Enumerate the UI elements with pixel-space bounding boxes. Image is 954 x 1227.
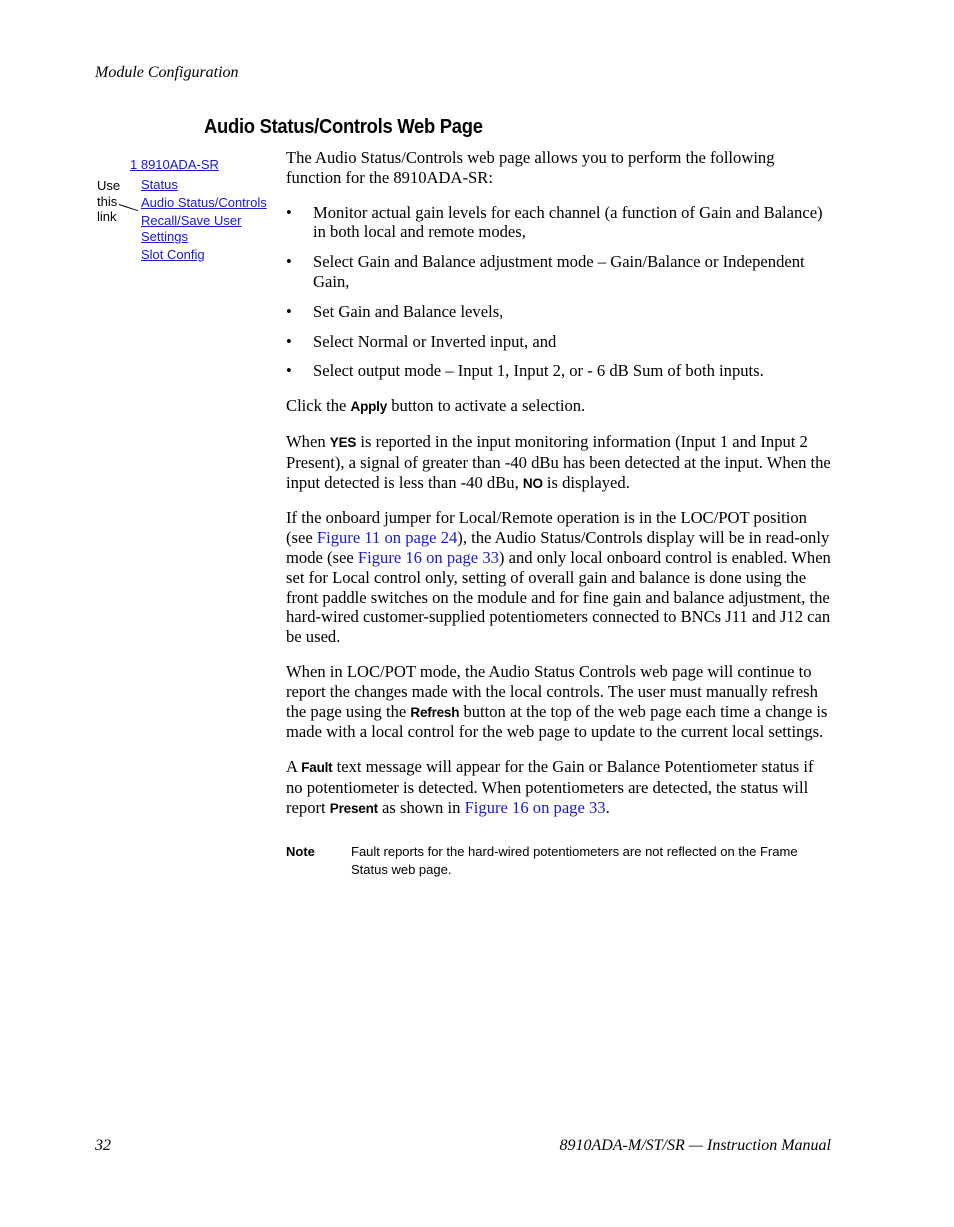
callout-leader-line [119, 204, 138, 211]
nav-panel [96, 157, 276, 267]
list-item: • Select Gain and Balance adjustment mode – Gain/Balance or Independent Gain, [286, 252, 832, 292]
nav-link-recall-save-user[interactable]: Recall/Save User [141, 213, 242, 228]
fault-text-post: . [605, 797, 610, 817]
yes-text-post: is displayed. [542, 472, 630, 492]
intro-paragraph: The Audio Status/Controls web page allows you to perform the following function for the 8910ADA-SR: [286, 148, 775, 187]
list-item: • Monitor actual gain levels for each channel (a function of Gain and Balance) in both local and remote modes, [286, 203, 832, 243]
figure-16-link-2[interactable]: Figure 16 on page 33 [464, 797, 606, 817]
yes-paragraph [286, 432, 832, 493]
present-term: Present [329, 800, 378, 816]
figure-16-link[interactable]: Figure 16 on page 33 [357, 547, 499, 567]
yes-text-mid: is reported in the input monitoring information (Input 1 and Input 2 Present), a signal of greater than -40 dBu has been detected at the input. When the input detected is less than -40 dBu, [286, 431, 831, 492]
callout-line-1: Use [97, 178, 121, 193]
manual-title: 8910ADA-M/ST/SR — Instruction Manual [559, 1137, 831, 1154]
jumper-text-3: ) and only local onboard control is enabled. When set for Local control only, setting of overall gain and balance is done using the front paddle switches on the module and for fine gain and balance adjustment, the hard-wired customer-supplied potentiometers connected to BNCs J11 and J12 can be used. [286, 547, 831, 647]
apply-paragraph [286, 396, 832, 417]
page-number: 32 [95, 1137, 111, 1154]
callout-line-3: link [97, 209, 117, 224]
jumper-paragraph [286, 508, 832, 647]
nav-link-settings[interactable]: Settings [141, 229, 188, 244]
figure-11-link[interactable]: Figure 11 on page 24 [316, 528, 458, 548]
note-text: Fault reports for the hard-wired potentiometers are not reflected on the Frame Status web page. [351, 844, 798, 877]
nav-link-audio-status-controls[interactable]: Audio Status/Controls [141, 195, 267, 210]
yes-text-pre: When [286, 431, 330, 451]
fault-text-mid2: as shown in [377, 797, 465, 817]
nav-link-root[interactable]: 1 8910ADA-SR [130, 157, 219, 172]
callout-line-2: this [97, 193, 118, 209]
body-content [286, 148, 832, 834]
jumper-text-2: ), the Audio Status/Controls display will be in read-only mode (see [286, 528, 830, 567]
function-list [286, 203, 832, 382]
refresh-term: Refresh [410, 704, 460, 720]
fault-text-pre: A [286, 757, 302, 777]
use-this-link-callout [97, 178, 120, 225]
apply-term: Apply [350, 399, 388, 415]
no-term: NO [522, 475, 543, 491]
fault-paragraph [286, 757, 832, 818]
nav-link-status[interactable]: Status [141, 177, 178, 192]
apply-text-post: button to activate a selection. [387, 396, 586, 416]
list-item: • Select output mode – Input 1, Input 2, or - 6 dB Sum of both inputs. [286, 361, 832, 381]
section-title: Audio Status/Controls Web Page [204, 116, 483, 138]
locpot-paragraph [286, 662, 832, 742]
jumper-text-1: If the onboard jumper for Local/Remote operation is in the LOC/POT position (see [286, 508, 807, 548]
apply-text-pre: Click the [286, 396, 351, 416]
running-head: Module Configuration [95, 64, 239, 81]
note-label: Note [286, 844, 315, 859]
list-item: • Select Normal or Inverted input, and [286, 332, 832, 352]
list-item: • Set Gain and Balance levels, [286, 302, 832, 322]
fault-text-mid: text message will appear for the Gain or Balance Potentiometer status if no potentiometer is detected. When potentiometers are detected, the status will report [286, 757, 814, 817]
fault-term: Fault [301, 760, 333, 776]
locpot-text-post: button at the top of the web page each time a change is made with a local control for the web page to update to the current local settings. [286, 701, 828, 742]
yes-term: YES [329, 434, 357, 450]
nav-link-slot-config[interactable]: Slot Config [141, 247, 205, 262]
locpot-text-pre: When in LOC/POT mode, the Audio Status Controls web page will continue to report the changes made with the local controls. The user must manually refresh the page using the [286, 661, 818, 721]
